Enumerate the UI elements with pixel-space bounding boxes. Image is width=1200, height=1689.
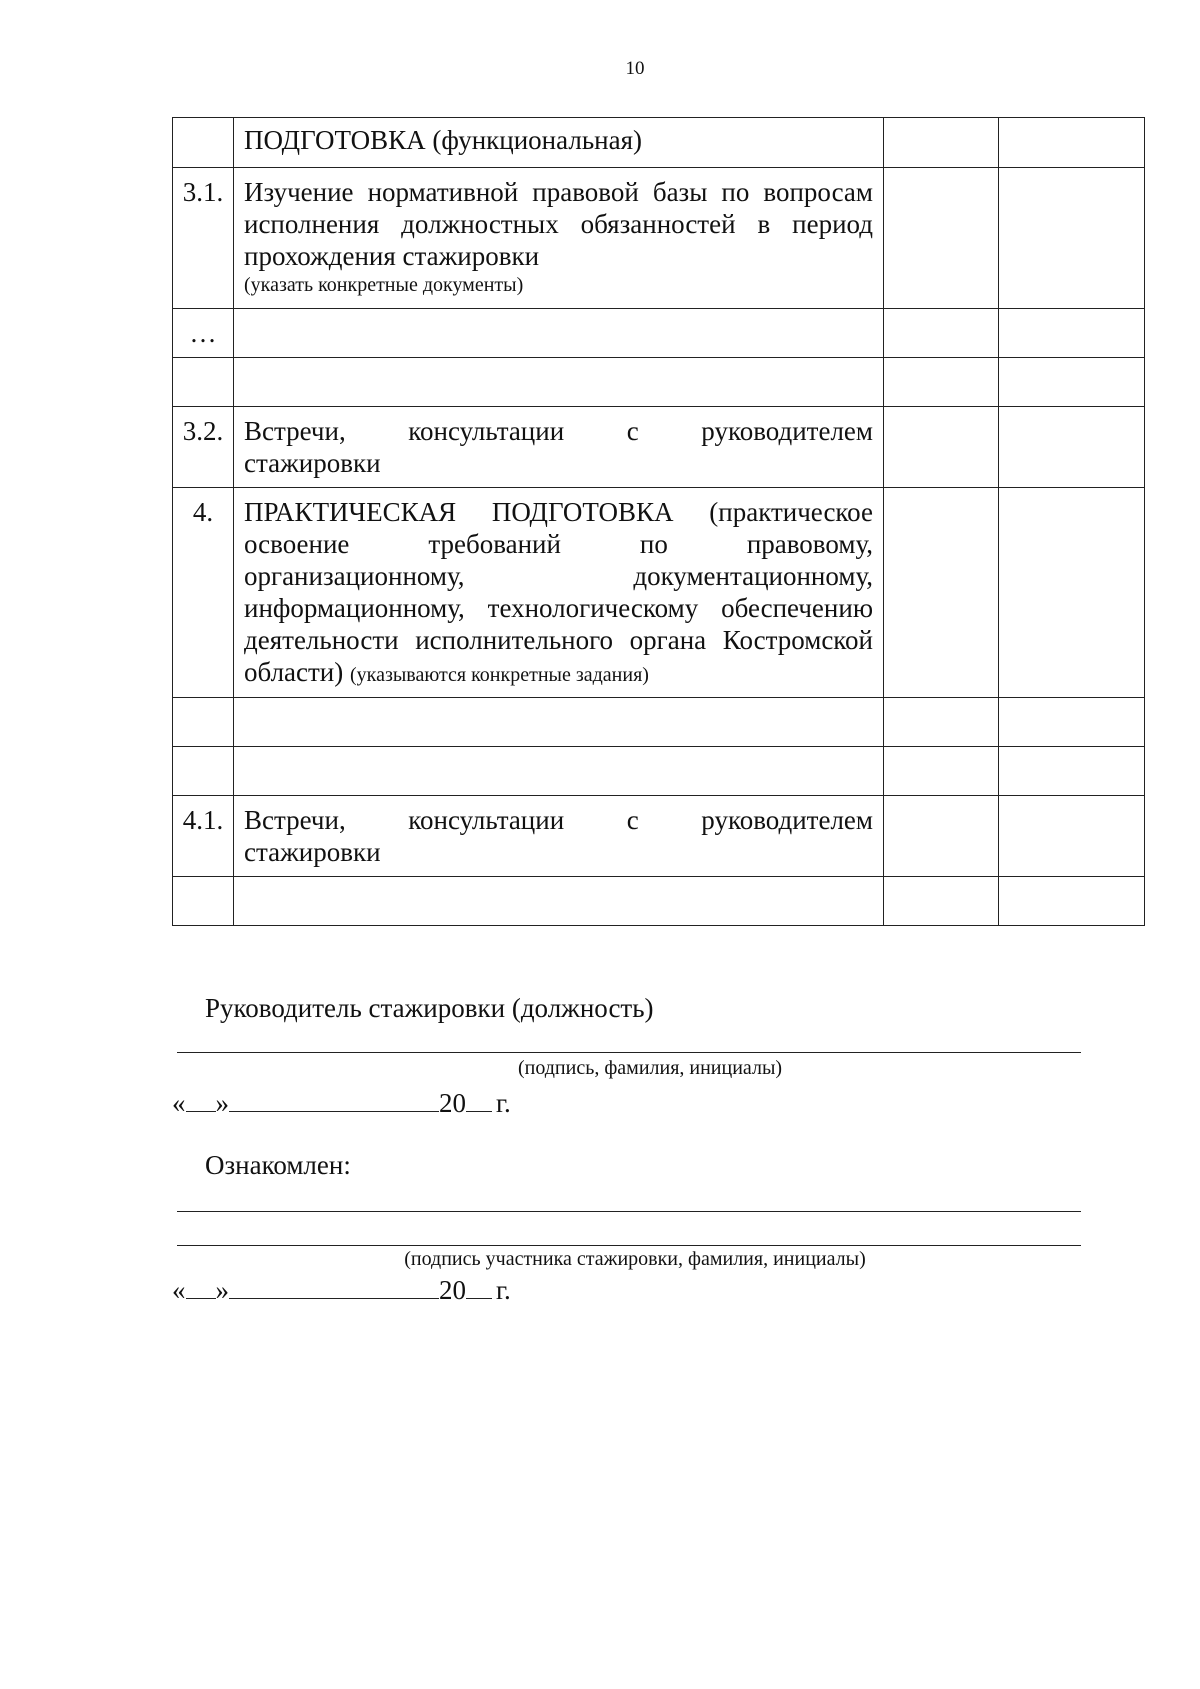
date-cell — [884, 747, 999, 796]
row-text: освоение требований по правовому, — [244, 529, 873, 559]
mark-cell — [999, 488, 1145, 698]
year-prefix: 20 — [439, 1275, 466, 1305]
row-number-cell: 4. — [173, 488, 234, 698]
date-cell — [884, 168, 999, 309]
row-content-cell — [234, 168, 884, 309]
date-cell — [884, 698, 999, 747]
date-cell — [884, 877, 999, 926]
row-number-cell — [173, 698, 234, 747]
supervisor-caption: (подпись, фамилия, инициалы) — [517, 1057, 783, 1079]
plan-table — [172, 117, 1145, 926]
table-row — [173, 309, 1145, 358]
row-text: Встречи, консультации с руководителем — [244, 805, 873, 835]
row-note: (указываются конкретные задания) — [350, 664, 649, 686]
mark-cell — [999, 698, 1145, 747]
row-text: стажировки — [244, 837, 381, 867]
mark-cell — [999, 747, 1145, 796]
row-text: Изучение нормативной правовой базы по вопросам — [244, 177, 873, 207]
table-row — [173, 698, 1145, 747]
date-cell — [884, 358, 999, 407]
row-content-cell — [234, 698, 884, 747]
row-content-cell — [234, 796, 884, 877]
month-blank — [229, 1087, 439, 1112]
mark-cell — [999, 309, 1145, 358]
table-row — [173, 407, 1145, 488]
mark-cell — [999, 877, 1145, 926]
row-content-cell — [234, 118, 884, 168]
month-blank — [229, 1274, 439, 1299]
table-row — [173, 168, 1145, 309]
date-open-quote: « — [172, 1088, 186, 1118]
acknowledged-caption: (подпись участника стажировки, фамилия, инициалы) — [404, 1248, 866, 1270]
mark-cell — [999, 407, 1145, 488]
row-number-cell: 3.1. — [173, 168, 234, 309]
year-blank — [466, 1274, 492, 1299]
row-content-cell — [234, 747, 884, 796]
row-text: информационному, технологическому обеспечению — [244, 593, 873, 623]
mark-cell — [999, 168, 1145, 309]
row-content-cell — [234, 358, 884, 407]
acknowledged-line-1 — [177, 1211, 1081, 1212]
row-note: (указать конкретные документы) — [244, 274, 524, 296]
table-row — [173, 488, 1145, 698]
table-row — [173, 877, 1145, 926]
year-suffix: г. — [496, 1275, 511, 1305]
row-text: организационному, документационному, — [244, 561, 873, 591]
table-row — [173, 747, 1145, 796]
year-prefix: 20 — [439, 1088, 466, 1118]
row-text: деятельности исполнительного органа Костромской — [244, 625, 873, 655]
page-number: 10 — [625, 58, 645, 79]
date-cell — [884, 488, 999, 698]
date-cell — [884, 309, 999, 358]
row-text: прохождения стажировки — [244, 241, 540, 271]
row-text: Встречи, консультации с руководителем — [244, 416, 873, 446]
supervisor-signature-line — [177, 1052, 1081, 1053]
date-close-quote: » — [215, 1088, 229, 1118]
row-number-cell — [173, 118, 234, 168]
row-number-cell — [173, 358, 234, 407]
year-suffix: г. — [496, 1088, 511, 1118]
row-text: области) — [244, 657, 344, 687]
date-open-quote: « — [172, 1275, 186, 1305]
row-number-cell: 4.1. — [173, 796, 234, 877]
row-number-cell — [173, 877, 234, 926]
row-content-cell — [234, 488, 884, 698]
supervisor-title: Руководитель стажировки (должность) — [205, 993, 654, 1023]
acknowledged-line-2 — [177, 1245, 1081, 1246]
row-content-cell — [234, 407, 884, 488]
table-row — [173, 358, 1145, 407]
row-text: ПОДГОТОВКА (функциональная) — [244, 125, 642, 155]
row-number-cell — [173, 747, 234, 796]
mark-cell — [999, 796, 1145, 877]
row-content-cell — [234, 877, 884, 926]
day-blank — [186, 1274, 216, 1299]
row-text: ПРАКТИЧЕСКАЯ ПОДГОТОВКА (практическое — [244, 497, 873, 527]
year-blank — [466, 1087, 492, 1112]
mark-cell — [999, 358, 1145, 407]
row-text-last — [244, 656, 873, 688]
date-cell — [884, 796, 999, 877]
row-content-cell — [234, 309, 884, 358]
row-number-cell: … — [173, 309, 234, 358]
date-close-quote: » — [215, 1275, 229, 1305]
row-number-cell: 3.2. — [173, 407, 234, 488]
date-cell — [884, 118, 999, 168]
acknowledged-title: Ознакомлен: — [205, 1150, 351, 1180]
date-cell — [884, 407, 999, 488]
supervisor-date — [172, 1087, 511, 1119]
mark-cell — [999, 118, 1145, 168]
table-row — [173, 118, 1145, 168]
acknowledged-date — [172, 1274, 511, 1306]
row-text: стажировки — [244, 448, 381, 478]
table-row — [173, 796, 1145, 877]
day-blank — [186, 1087, 216, 1112]
row-text: исполнения должностных обязанностей в период — [244, 209, 873, 239]
